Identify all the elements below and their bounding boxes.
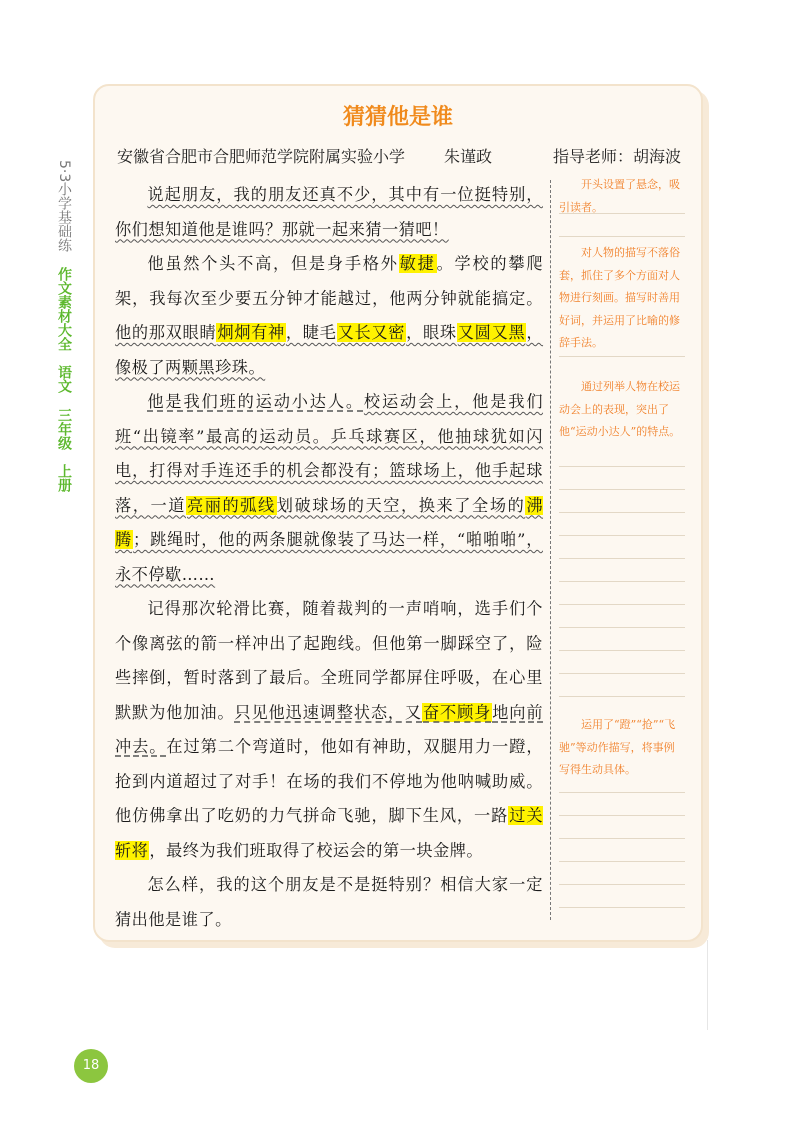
page-edge-line bbox=[707, 940, 708, 1030]
paragraph-1 bbox=[115, 178, 543, 247]
highlight-word: 沸腾 bbox=[115, 495, 544, 549]
p4-b: 只见他迅速调整状态，又 bbox=[234, 702, 422, 722]
p4-e: ，最终为我们班取得了校运会的第一块金牌。 bbox=[149, 840, 484, 860]
note-rule bbox=[559, 535, 685, 536]
highlight-word: 又长又密 bbox=[337, 323, 406, 342]
teacher-name: 指导老师：胡海波 bbox=[552, 147, 681, 166]
note-rule bbox=[559, 581, 685, 582]
note-rule bbox=[559, 558, 685, 559]
column-divider bbox=[550, 180, 551, 920]
note-rule bbox=[559, 861, 685, 862]
grade-label: 三年级 bbox=[56, 407, 72, 450]
p2-underlined bbox=[115, 323, 543, 377]
p2-f: ，像极了两颗黑珍珠。 bbox=[115, 323, 544, 377]
note-rule bbox=[559, 792, 685, 793]
highlight-word: 敏捷 bbox=[399, 254, 436, 273]
book-title: 5·3小学基础练 bbox=[56, 160, 72, 253]
note-rule bbox=[559, 650, 685, 651]
paragraph-5 bbox=[115, 868, 543, 937]
note-rule bbox=[559, 884, 685, 885]
essay-title: 猜猜他是谁 bbox=[342, 104, 453, 130]
paragraph-3 bbox=[115, 385, 543, 592]
byline bbox=[117, 144, 681, 167]
p2-b: 。学校的攀爬架，我每次至少要五分钟才能越过，他两分钟就能搞定。 bbox=[115, 254, 544, 308]
p3-d: ；跳绳时，他的两条腿就像装了马达一样，“啪啪啪”，永不停歇…… bbox=[115, 530, 543, 584]
highlight-word: 奋不顾身 bbox=[423, 702, 492, 722]
p4-c: 地向前冲去。 bbox=[115, 702, 544, 756]
book-series-label bbox=[40, 160, 72, 502]
p2-e: ，眼珠 bbox=[406, 323, 457, 342]
p4-a: 记得那次轮滑比赛，随着裁判的一声哨响，选手们个个像离弦的箭一样冲出了起跑线。但他第一脚踩空了，险些摔倒，暂时落到了最后。全班同学都屏住呼吸，在心里默默为他加油。 bbox=[115, 599, 543, 722]
note-rule bbox=[559, 907, 685, 908]
p3-topic-sentence: 他是我们班的运动小达人。 bbox=[147, 392, 364, 411]
school-name: 安徽省合肥市合肥师范学院附属实验小学 bbox=[117, 147, 406, 166]
paragraph-2 bbox=[115, 247, 543, 385]
margin-note-3: 通过列举人物在校运动会上的表现，突出了他“运动小达人”的特点。 bbox=[559, 380, 681, 438]
p2-d: ，睫毛 bbox=[285, 323, 337, 342]
term-label: 上册 bbox=[56, 464, 72, 493]
note-rule bbox=[559, 236, 685, 237]
margin-note-4: 运用了“蹬”“抢”“飞驰”等动作描写，将事例写得生动具体。 bbox=[559, 718, 676, 776]
p2-a: 他虽然个头不高，但是身手格外 bbox=[147, 254, 399, 273]
note-rule bbox=[559, 466, 685, 467]
note-rule bbox=[559, 356, 685, 357]
note-rule bbox=[559, 696, 685, 697]
p3-underlined bbox=[115, 392, 543, 584]
essay-body bbox=[115, 178, 543, 937]
p3-c: 划破球场的天空，换来了全场的 bbox=[276, 495, 526, 515]
note-rule bbox=[559, 627, 685, 628]
paragraph-4 bbox=[115, 592, 543, 868]
note-rule bbox=[559, 838, 685, 839]
note-rule bbox=[559, 673, 685, 674]
margin-note-1: 开头设置了悬念，吸引读者。 bbox=[559, 178, 680, 214]
subject-label: 语文 bbox=[56, 365, 72, 394]
note-rule bbox=[559, 489, 685, 490]
p2-c: 他的那双眼睛 bbox=[115, 323, 217, 342]
p3-b: 校运动会上，他是我们班“出镜率”最高的运动员。乒乓球赛区，他抽球犹如闪电，打得对手连还手的机会都没有；篮球场上，他手起球落，一道 bbox=[115, 392, 544, 515]
highlight-word: 又圆又黑 bbox=[457, 323, 526, 342]
p1-text: 说起朋友，我的朋友还真不少，其中有一位挺特别，你们想知道他是谁吗？那就一起来猜一猜吧！ bbox=[115, 185, 543, 239]
note-rule bbox=[559, 815, 685, 816]
note-rule bbox=[559, 512, 685, 513]
highlight-word: 过关斩将 bbox=[115, 806, 544, 860]
series-title: 作文素材大全 bbox=[56, 266, 72, 351]
p4-d: 在过第二个弯道时，他如有神助，双腿用力一蹬，抢到内道超过了对手！在场的我们不停地为他呐喊助威。他仿佛拿出了吃奶的力气拼命飞驰，脚下生风，一路 bbox=[115, 737, 544, 825]
note-rule bbox=[559, 604, 685, 605]
margin-note-2: 对人物的描写不落俗套，抓住了多个方面对人物进行刻画。描写时善用好词，并运用了比喻的修辞手法。 bbox=[559, 246, 680, 349]
p5-text: 怎么样，我的这个朋友是不是挺特别？相信大家一定猜出他是谁了。 bbox=[115, 875, 543, 929]
highlight-word: 炯炯有神 bbox=[217, 323, 285, 342]
page-number: 18 bbox=[74, 1049, 108, 1083]
author-name: 朱谨政 bbox=[443, 147, 492, 166]
highlight-word: 亮丽的弧线 bbox=[187, 495, 276, 515]
